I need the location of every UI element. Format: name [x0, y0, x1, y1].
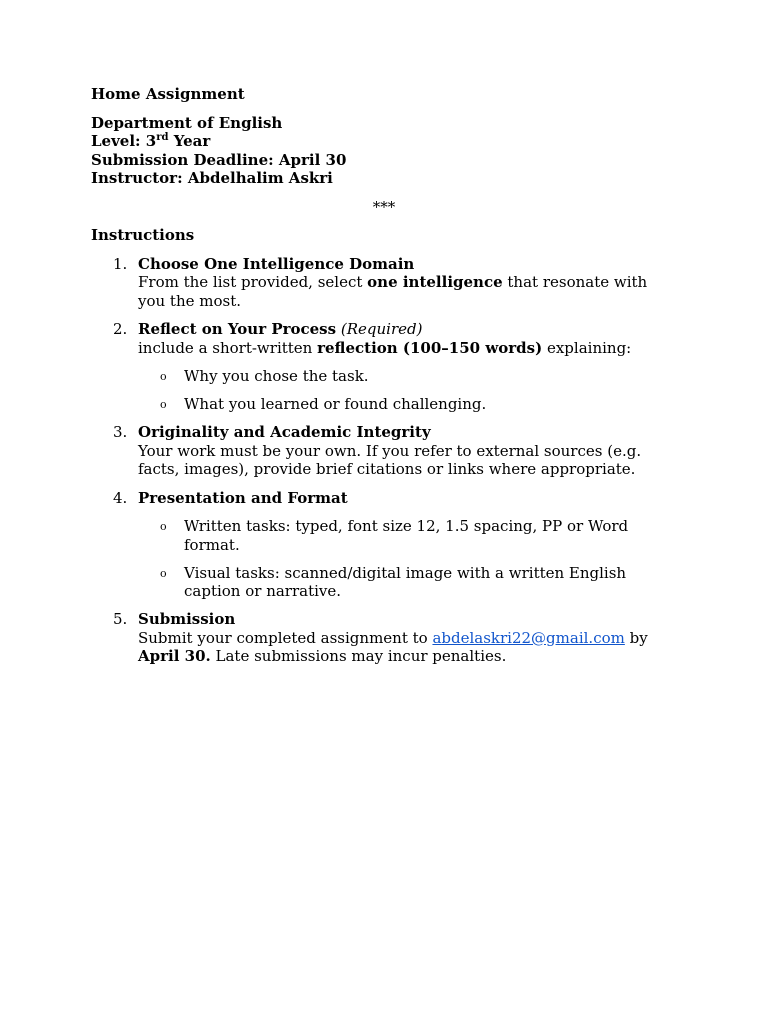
item-heading-line	[138, 320, 673, 339]
item-text-part: by	[624, 628, 648, 647]
item-number: 1.	[113, 254, 128, 273]
item-text	[138, 273, 673, 310]
level-line	[91, 132, 681, 151]
instructions-heading: Instructions	[91, 226, 195, 244]
item-number: 3.	[113, 423, 128, 441]
section-separator: ***	[372, 197, 396, 216]
sub-bullet-item	[91, 517, 681, 554]
item-text-part: Submit your completed assignment to	[138, 628, 433, 647]
item-text-part: From the list provided, select	[138, 273, 368, 291]
item-text-emphasis: April 30.	[138, 647, 211, 665]
document-header	[91, 114, 681, 188]
document-title: Home Assignment	[91, 85, 245, 103]
level-ordinal-suffix: rd	[156, 132, 169, 143]
item-text: Your work must be your own. If you refer to external sources (e.g. facts, images), provide brief citations or links where appropriate.	[138, 441, 642, 478]
item-body	[138, 423, 673, 479]
item-text-part: that resonate with you the most.	[138, 273, 648, 310]
item-body	[138, 610, 673, 666]
bullet-text: Why you chose the task.	[184, 367, 369, 385]
bullet-text: Visual tasks: scanned/digital image with a written English caption or narrative.	[184, 563, 627, 600]
bullet-marker: o	[160, 566, 167, 580]
instructor-line: Instructor: Abdelhalim Askri	[91, 169, 333, 187]
item-text-part: include a short-written	[138, 338, 318, 357]
item-text-continued	[138, 647, 673, 666]
item-text-part: Late submissions may incur penalties.	[210, 647, 507, 665]
item-text	[138, 629, 673, 648]
instruction-item-5	[91, 610, 681, 666]
item-body	[138, 489, 673, 508]
item-text	[138, 339, 673, 358]
bullet-text: Written tasks: typed, font size 12, 1.5 spacing, PP or Word format.	[184, 517, 629, 554]
bullet-marker: o	[160, 370, 167, 383]
instruction-item-4	[91, 489, 681, 508]
item-heading: Reflect on Your Process	[138, 320, 337, 338]
bullet-marker: o	[160, 398, 167, 411]
item-number: 4.	[113, 488, 128, 507]
sub-bullet-item	[91, 367, 681, 386]
deadline-line: Submission Deadline: April 30	[91, 150, 347, 169]
item-heading: Originality and Academic Integrity	[138, 423, 431, 441]
department-line: Department of English	[91, 113, 283, 132]
item-number: 5.	[113, 610, 128, 628]
level-year-text: Year	[168, 132, 211, 150]
item-heading-note: (Required)	[340, 320, 423, 338]
instruction-item-3	[91, 423, 681, 479]
item-heading: Presentation and Format	[138, 488, 348, 507]
item-text-emphasis: reflection (100–150 words)	[317, 338, 543, 357]
item-text-emphasis: one intelligence	[367, 273, 503, 291]
item-number: 2.	[113, 320, 128, 338]
sub-bullet-item	[91, 564, 681, 601]
bullet-marker: o	[160, 520, 167, 533]
instruction-item-1	[91, 255, 681, 311]
item-heading: Submission	[138, 610, 236, 628]
level-text: Level: 3	[91, 132, 157, 150]
document-content	[91, 85, 681, 676]
item-body	[138, 320, 673, 357]
bullet-text: What you learned or found challenging.	[184, 395, 487, 413]
sub-bullet-item	[91, 395, 681, 414]
item-body	[138, 255, 673, 311]
item-text-part: explaining:	[542, 338, 632, 357]
item-heading: Choose One Intelligence Domain	[138, 254, 415, 273]
instruction-item-2	[91, 320, 681, 357]
email-link[interactable]: abdelaskri22@gmail.com	[432, 628, 625, 647]
